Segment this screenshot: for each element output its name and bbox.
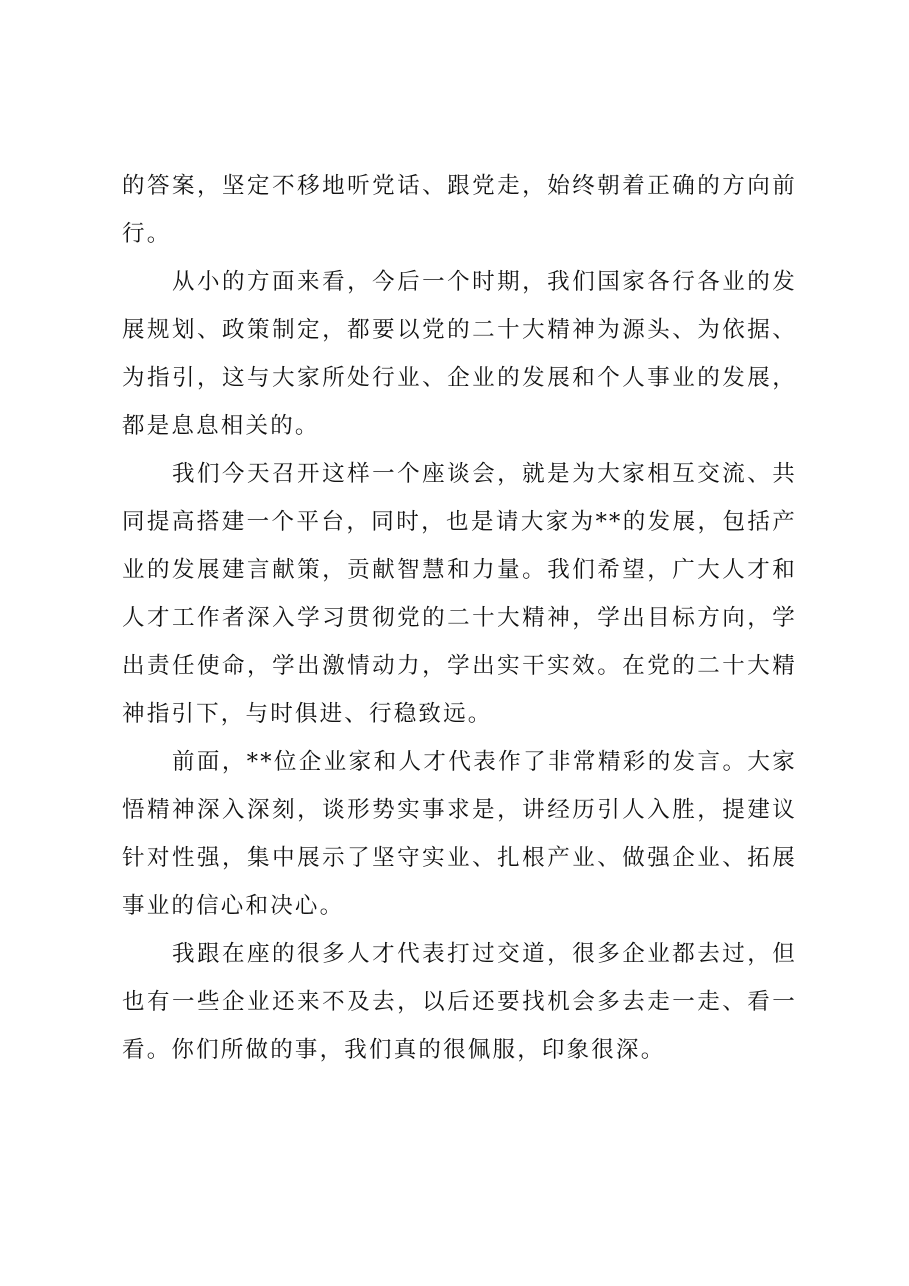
paragraph-continuation: 的答案，坚定不移地听党话、跟党走，始终朝着正确的方向前行。 bbox=[122, 173, 797, 247]
paragraph: 我们今天召开这样一个座谈会，就是为大家相互交流、共同提高搭建一个平台，同时，也是请大家为**的发展，包括产业的发展建言献策，贡献智慧和力量。我们希望，广大人才和人才工作者深入学习贯彻党的二十大精神，学出目标方向，学出责任使命，学出激情动力，学出实干实效。在党的二十大精神指引下，与时俱进、行稳致远。 bbox=[122, 461, 797, 727]
paragraph: 前面，**位企业家和人才代表作了非常精彩的发言。大家悟精神深入深刻，谈形势实事求是，讲经历引人入胜，提建议针对性强，集中展示了坚守实业、扎根产业、做强企业、拓展事业的信心和决心。 bbox=[122, 749, 797, 919]
paragraph: 从小的方面来看，今后一个时期，我们国家各行各业的发展规划、政策制定，都要以党的二十大精神为源头、为依据、为指引，这与大家所处行业、企业的发展和个人事业的发展，都是息息相关的。 bbox=[122, 269, 797, 439]
paragraph: 我跟在座的很多人才代表打过交道，很多企业都去过，但也有一些企业还来不及去，以后还要找机会多去走一走、看一看。你们所做的事，我们真的很佩服，印象很深。 bbox=[122, 941, 797, 1063]
document-body bbox=[122, 162, 797, 1074]
